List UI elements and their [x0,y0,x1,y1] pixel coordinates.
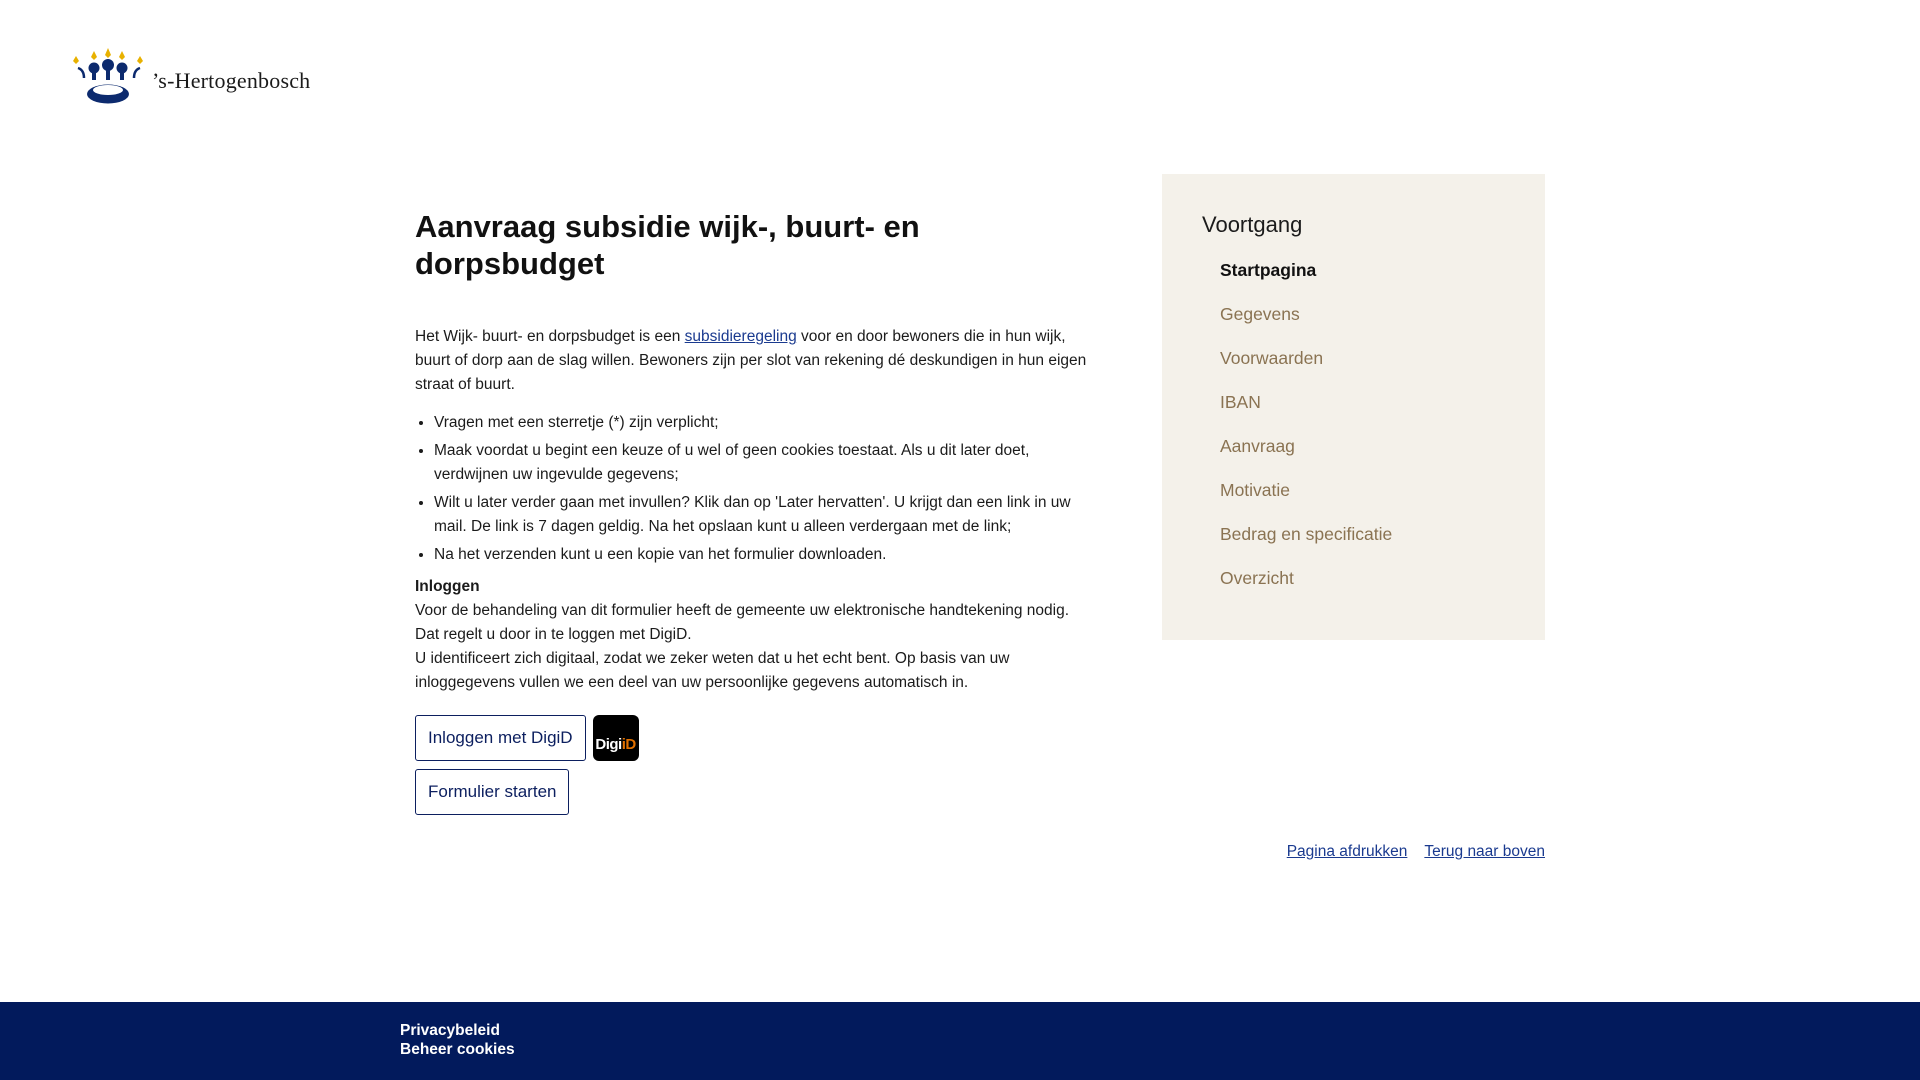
rules-list [415,411,1105,567]
step-aanvraag: Aanvraag [1220,436,1295,456]
footer [0,1002,1920,1080]
intro-text-end: voor en door bewoners die in hun wijk, buurt of dorp aan de slag willen. Bewoners zijn per slot van rekening dé deskundigen in hun eigen straat of buurt. [415,328,1087,394]
list-item: • Na het verzenden kunt u een kopie van het formulier downloaden. [434,543,1105,567]
digid-login-button[interactable]: Inloggen met DigiD [415,715,586,761]
municipality-logo[interactable] [70,46,310,108]
crown-logo-icon [70,46,148,108]
step-iban: IBAN [1220,392,1261,412]
progress-steps [1202,258,1505,610]
step-overzicht: Overzicht [1220,568,1294,588]
logo-text: ’s-Hertogenbosch [152,68,311,93]
step-voorwaarden: Voorwaarden [1220,348,1324,368]
footer-links [400,1021,515,1059]
list-item: • Wilt u later verder gaan met invullen? Klik dan op 'Later hervatten'. U krijgt dan een link in uw mail. De link is 7 dagen geldig. Na het opslaan kunt u alleen verdergaan met de link; [434,491,1105,539]
manage-cookies-link[interactable]: Beheer cookies [400,1041,515,1058]
utility-links [1287,843,1545,861]
intro-text-start: Het Wijk- buurt- en dorpsbudget is een [415,328,685,346]
list-item: • Vragen met een sterretje (*) zijn verplicht; [434,411,1105,435]
login-text-3: U identificeert zich digitaal, zodat we zeker weten dat u het echt bent. Op basis van uw inloggegevens vullen we een deel van uw persoonlijke gegevens automatisch in. [415,650,1010,692]
login-button-row [415,715,1105,761]
step-bedrag-en-specificatie: Bedrag en specificatie [1220,524,1393,544]
step-motivatie: Motivatie [1220,480,1291,500]
main-content [415,208,1105,815]
list-item: • Maak voordat u begint een keuze of u wel of geen cookies toestaat. Als u dit later doet, verdwijnen uw ingevulde gegevens; [434,439,1105,487]
progress-sidebar [1162,174,1545,640]
digid-logo-icon [593,715,639,761]
digid-logo-d: D [625,736,636,754]
step-gegevens: Gegevens [1220,304,1300,324]
start-button-row [415,769,1105,815]
intro-text [415,325,1105,397]
login-text-2: Dat regelt u door in te loggen met DigiD. [415,626,692,644]
page-title: Aanvraag subsidie wijk-, buurt- en dorpsbudget [415,209,920,282]
digid-logo-id: iD [621,736,636,754]
back-to-top-link[interactable]: Terug naar boven [1424,843,1545,860]
login-heading: Inloggen [415,578,480,596]
sidebar-title: Voortgang [1202,212,1303,237]
start-form-button[interactable]: Formulier starten [415,769,569,815]
subsidieregeling-link[interactable]: subsidieregeling [684,328,797,346]
login-text-1: Voor de behandeling van dit formulier heeft de gemeente uw elektronische handtekening nodig. [415,602,1070,620]
step-startpagina: Startpagina [1220,260,1317,280]
print-page-link[interactable]: Pagina afdrukken [1286,843,1408,860]
digid-logo-digi: Digi [595,736,622,754]
privacy-link[interactable]: Privacybeleid [400,1022,500,1039]
